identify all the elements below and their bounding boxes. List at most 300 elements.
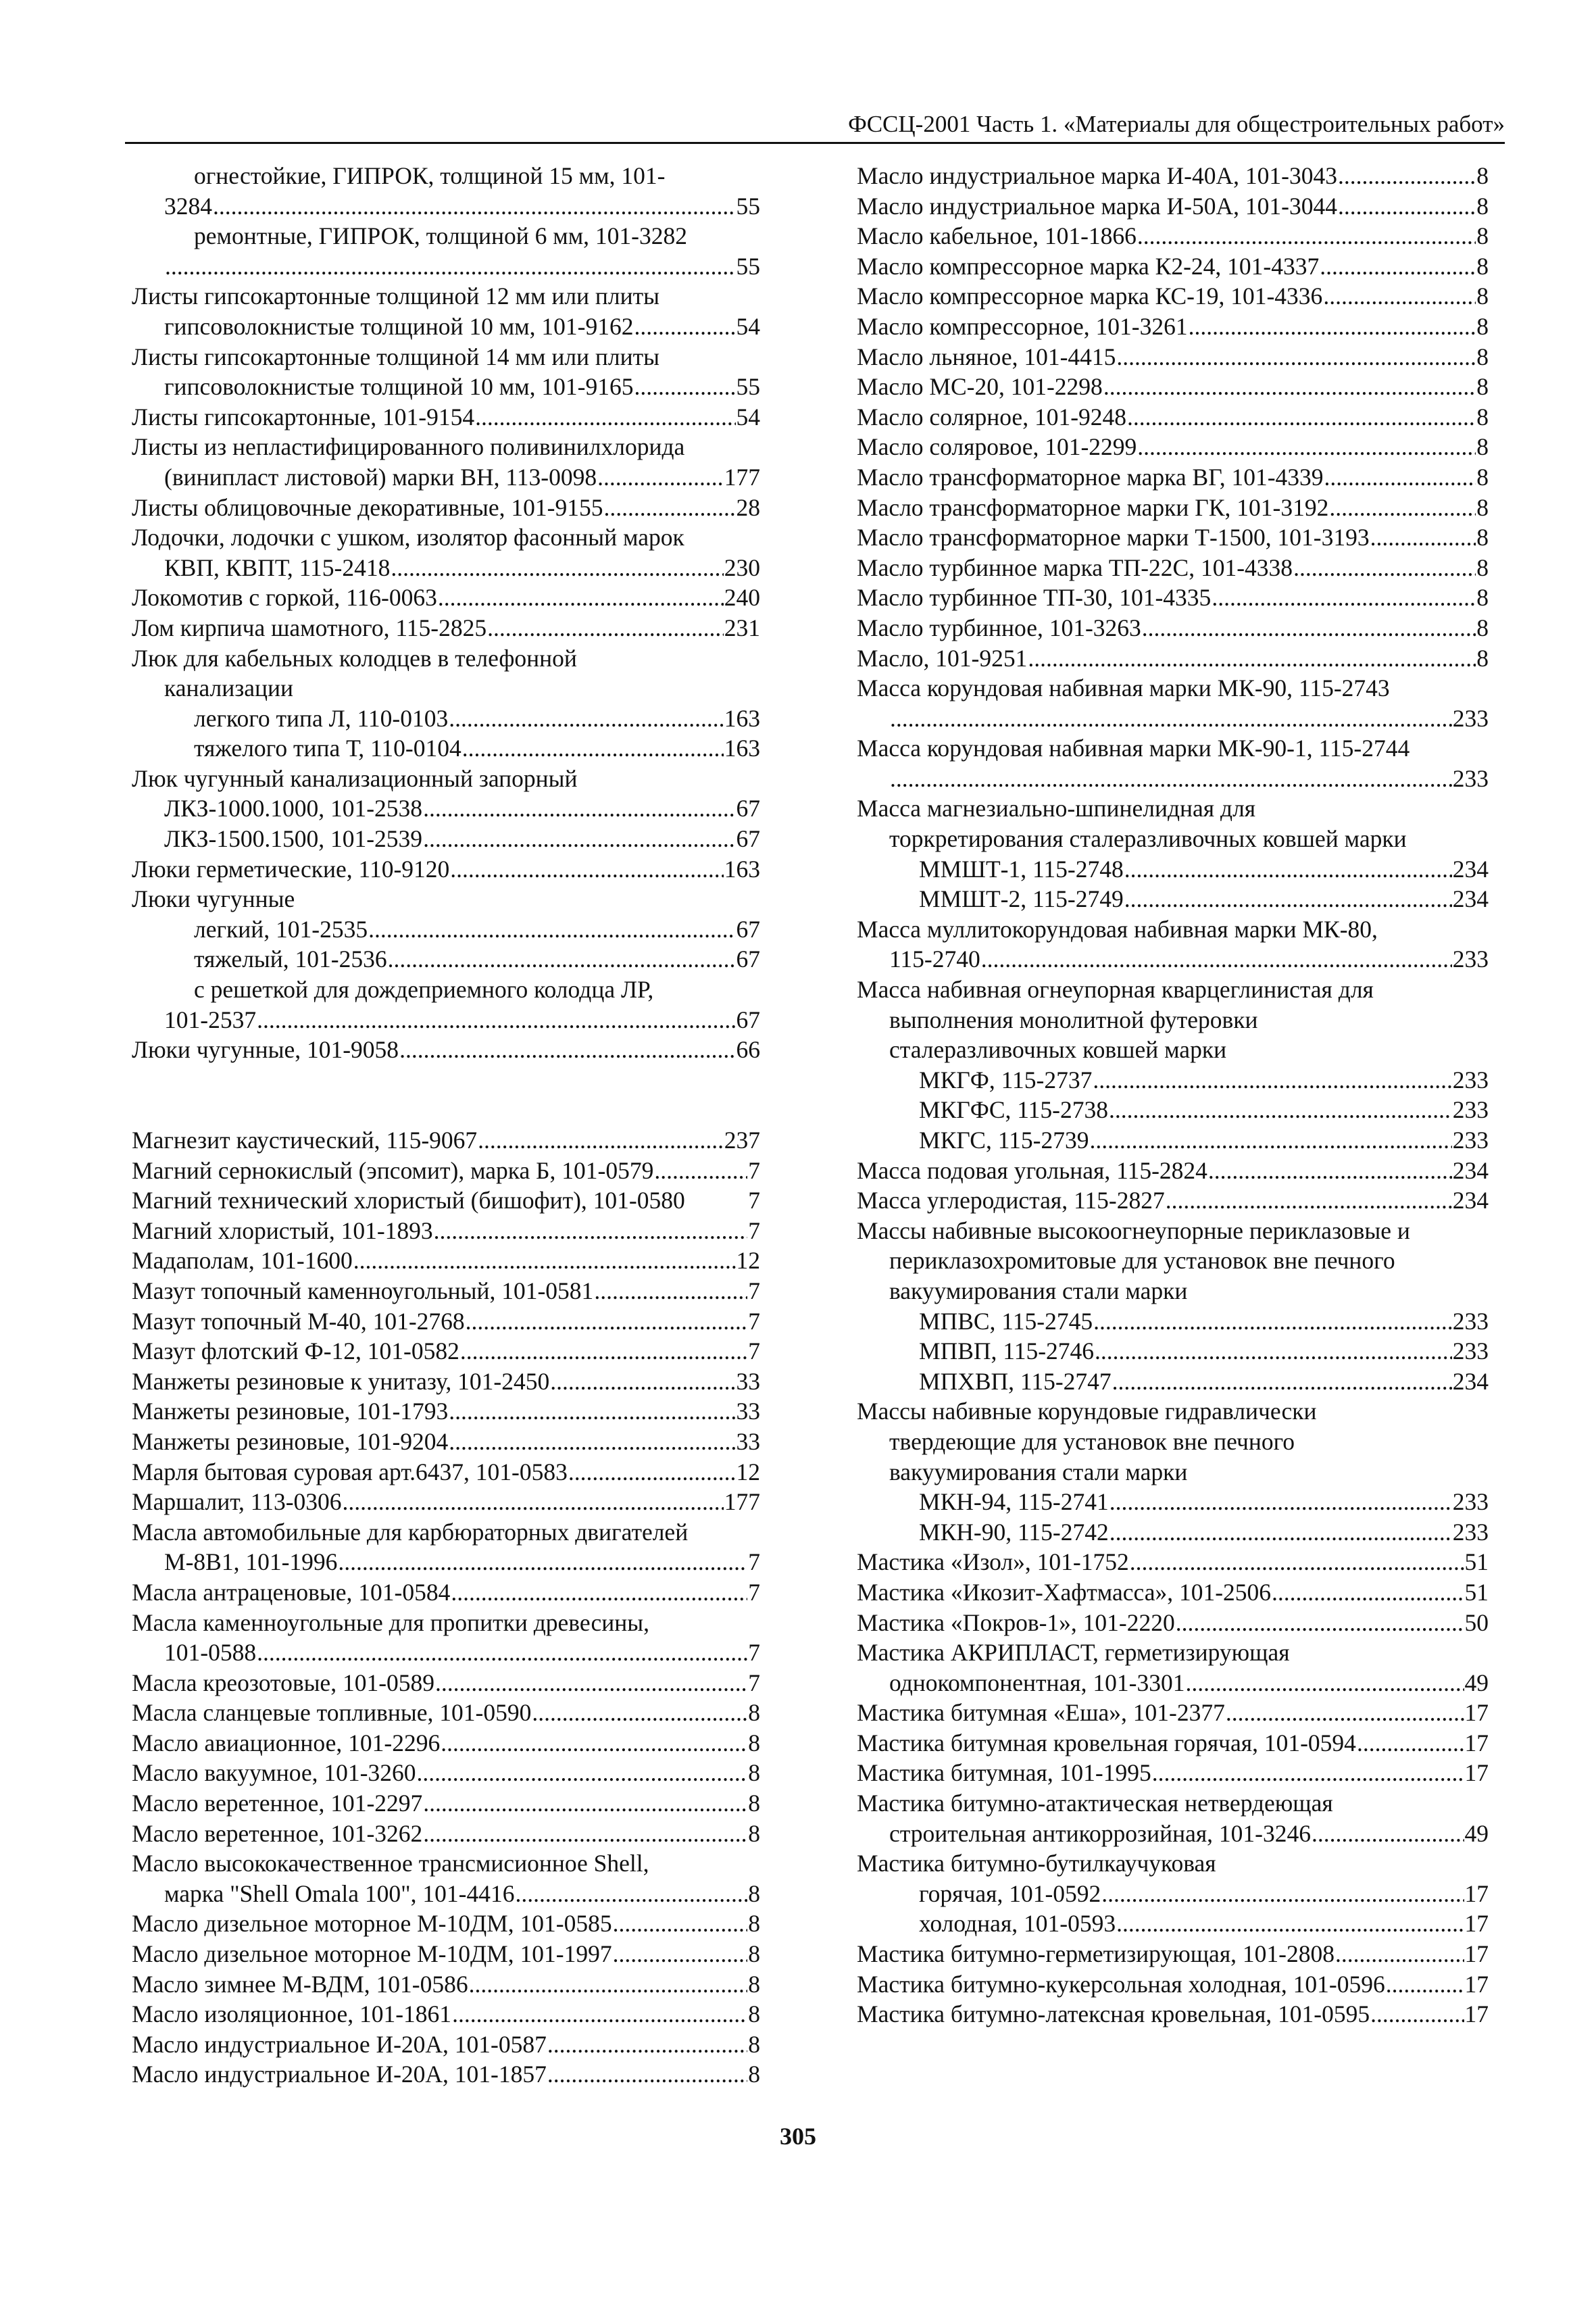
entry-text: Масло трансформаторное марки ГК, 101-3192 (857, 493, 1329, 521)
index-entry (132, 793, 760, 824)
dot-leader (475, 402, 735, 433)
dot-leader (451, 1577, 747, 1608)
entry-page-number: 33 (736, 1367, 760, 1395)
index-entry (857, 402, 1489, 433)
entry-text: Масло, 101-9251 (857, 644, 1028, 672)
index-entry (857, 1698, 1489, 1728)
entry-text: Масло зимнее М-ВДМ, 101-0586 (132, 1970, 468, 1998)
index-entry (857, 1728, 1489, 1758)
entry-text: МПХВП, 115-2747 (919, 1367, 1112, 1395)
entry-page-number: 17 (1464, 1729, 1489, 1756)
entry-page-number: 7 (748, 1277, 760, 1304)
index-entry (857, 372, 1489, 402)
entry-page-number: 17 (1464, 1759, 1489, 1787)
entry-page-number: 8 (748, 1879, 760, 1907)
dot-leader (613, 1939, 748, 1969)
dot-leader (890, 764, 1452, 794)
index-entry (857, 432, 1489, 462)
index-entry (857, 1909, 1489, 1939)
index-entry (857, 342, 1489, 372)
entry-text: строительная антикоррозийная, 101-3246 (889, 1819, 1311, 1847)
index-entry (132, 312, 760, 342)
index-entry (132, 1216, 760, 1246)
dot-leader (597, 462, 724, 493)
dot-leader (634, 312, 735, 342)
dot-leader (353, 1246, 736, 1276)
index-entry (857, 1939, 1489, 1969)
dot-leader (1137, 432, 1476, 462)
entry-page-number: 233 (1452, 1337, 1489, 1365)
dot-leader (441, 1728, 747, 1758)
entry-page-number: 67 (736, 795, 760, 822)
index-entry (132, 1156, 760, 1186)
entry-page-number: 234 (1452, 1187, 1489, 1214)
index-heading-line: Массы набивные высокоогнеупорные периклазовые и (857, 1216, 1410, 1244)
dot-leader (423, 1819, 747, 1849)
dot-leader (1152, 1758, 1464, 1788)
dot-leader (532, 1698, 747, 1728)
index-entry (132, 1487, 760, 1517)
index-heading-line: Масса корундовая набивная марки МК-90, 115-2743 (857, 674, 1390, 702)
dot-leader (1109, 1095, 1452, 1125)
index-heading-line: Масса магнезиально-шпинелидная для (857, 795, 1256, 822)
dot-leader (343, 1487, 724, 1517)
entry-text: гипсоволокнистые толщиной 10 мм, 101-9165 (164, 373, 634, 401)
entry-page-number: 7 (748, 1548, 760, 1576)
index-column-right (857, 161, 1489, 2029)
index-entry (857, 312, 1489, 342)
dot-leader (1212, 583, 1476, 613)
index-heading-line: Масла каменноугольные для пропитки древесины, (132, 1608, 649, 1636)
entry-text: 101-0588 (164, 1639, 257, 1667)
entry-text: Мастика «Покров-1», 101-2220 (857, 1608, 1175, 1636)
dot-leader (1226, 1698, 1464, 1728)
dot-leader (1370, 1999, 1464, 2029)
index-entry (132, 1758, 760, 1788)
entry-page-number: 8 (1476, 343, 1489, 370)
index-entry (857, 251, 1489, 282)
entry-page-number: 233 (1452, 1127, 1489, 1154)
entry-text: Масло индустриальное И-20А, 101-1857 (132, 2061, 547, 2088)
index-heading-line: Масла автомобильные для карбюраторных двигателей (132, 1518, 689, 1546)
entry-page-number: 237 (724, 1127, 760, 1154)
entry-page-number: 7 (748, 1156, 760, 1184)
index-entry (132, 1788, 760, 1819)
dot-leader (1093, 1306, 1452, 1337)
index-entry (857, 522, 1489, 553)
entry-text: Масло компрессорное марка К2-24, 101-4337 (857, 252, 1320, 280)
entry-text: Люки чугунные, 101-9058 (132, 1036, 399, 1064)
index-entry (132, 1547, 760, 1577)
entry-page-number: 177 (724, 463, 760, 491)
index-entry (132, 1035, 760, 1065)
entry-text: МКН-90, 115-2742 (919, 1518, 1109, 1546)
dot-leader (1116, 342, 1476, 372)
dot-leader (1093, 1065, 1451, 1096)
dot-leader (547, 2029, 747, 2060)
entry-text: МКГФС, 115-2738 (919, 1096, 1108, 1124)
index-entry (132, 1939, 760, 1969)
entry-page-number: 234 (1452, 1156, 1489, 1184)
entry-text: ЛКЗ-1000.1000, 101-2538 (164, 795, 423, 822)
dot-leader (1103, 372, 1476, 402)
entry-text: Масса углеродистая, 115-2827 (857, 1187, 1165, 1214)
index-entry (132, 1698, 760, 1728)
entry-text: Масло индустриальное марка И-50А, 101-3044 (857, 192, 1337, 220)
index-entry (132, 1457, 760, 1487)
entry-text: (винипласт листовой) марки ВН, 113-0098 (164, 463, 597, 491)
dot-leader (460, 1336, 747, 1367)
index-heading-line: Люк для кабельных колодцев в телефонной (132, 644, 577, 672)
index-entry (857, 1668, 1489, 1698)
entry-text: Маршалит, 113-0306 (132, 1488, 342, 1516)
index-entry (132, 914, 760, 945)
dot-leader (1312, 1819, 1464, 1849)
entry-text: Масло турбинное ТП-30, 101-4335 (857, 584, 1212, 612)
index-heading-line: огнестойкие, ГИПРОК, толщиной 15 мм, 101- (194, 162, 666, 189)
entry-text: Масло веретенное, 101-3262 (132, 1819, 423, 1847)
dot-leader (438, 583, 724, 613)
index-heading-line: Масло высококачественное трансмисионное Shell, (132, 1850, 649, 1877)
entry-text: Масло компрессорное, 101-3261 (857, 312, 1188, 340)
entry-page-number: 17 (1464, 1910, 1489, 1938)
entry-page-number: 8 (748, 1729, 760, 1756)
entry-text: Масла сланцевые топливные, 101-0590 (132, 1699, 532, 1727)
index-entry (857, 1608, 1489, 1638)
entry-page-number: 8 (748, 2061, 760, 2088)
index-entry (132, 1396, 760, 1427)
index-entry (857, 221, 1489, 251)
entry-page-number: 8 (1476, 222, 1489, 250)
entry-text: Масло МС-20, 101-2298 (857, 373, 1103, 401)
entry-text: Масло трансформаторное марки Т-1500, 101-3193 (857, 524, 1370, 551)
dot-leader (1124, 854, 1452, 885)
entry-text: Масло дизельное моторное М-10ДМ, 101-1997 (132, 1940, 612, 1968)
dot-leader (1089, 1125, 1451, 1156)
entry-page-number: 67 (736, 825, 760, 853)
index-heading-line: Листы из непластифицированного поливинилхлорида (132, 433, 685, 461)
entry-text: Масла антраценовые, 101-0584 (132, 1578, 451, 1606)
entry-text: Люки герметические, 110-9120 (132, 855, 450, 883)
entry-page-number: 51 (1464, 1548, 1489, 1576)
entry-text: Масло трансформаторное марка ВГ, 101-4339 (857, 463, 1324, 491)
index-entry (132, 462, 760, 493)
index-column-left (132, 161, 760, 2090)
entry-page-number: 55 (736, 373, 760, 401)
entry-text: Мадаполам, 101-1600 (132, 1247, 353, 1275)
index-entry (132, 553, 760, 583)
entry-text: 3284 (164, 192, 212, 220)
entry-text: Магний сернокислый (эпсомит), марка Б, 101-0579 (132, 1156, 654, 1184)
dot-leader (449, 1427, 735, 1457)
entry-text: Магний технический хлористый (бишофит), 101-0580 (132, 1187, 685, 1214)
entry-text: однокомпонентная, 101-3301 (889, 1669, 1185, 1696)
entry-page-number: 28 (736, 493, 760, 521)
entry-page-number: 8 (748, 1819, 760, 1847)
index-entry (132, 1427, 760, 1457)
entry-page-number: 12 (736, 1458, 760, 1485)
entry-page-number: 17 (1464, 1699, 1489, 1727)
index-entry (132, 1005, 760, 1035)
entry-page-number: 8 (1476, 373, 1489, 401)
index-entry (132, 1276, 760, 1306)
entry-page-number: 55 (736, 252, 760, 280)
entry-page-number: 55 (736, 192, 760, 220)
dot-leader (550, 1367, 735, 1397)
index-heading-line: канализации (164, 674, 294, 702)
dot-leader (890, 704, 1452, 734)
entry-text: Масло авиационное, 101-2296 (132, 1729, 441, 1756)
entry-page-number: 233 (1452, 704, 1489, 732)
entry-text: Масло компрессорное марка КС-19, 101-4336 (857, 282, 1323, 310)
index-entry (857, 944, 1489, 975)
index-entry (857, 1336, 1489, 1367)
index-heading-line: с решеткой для дождеприемного колодца ЛР, (194, 976, 654, 1004)
entry-page-number: 7 (748, 1639, 760, 1667)
index-entry (857, 884, 1489, 914)
index-entry (132, 1246, 760, 1276)
entry-page-number: 8 (1476, 192, 1489, 220)
entry-page-number: 54 (736, 403, 760, 430)
index-heading-line: Массы набивные корундовые гидравлически (857, 1398, 1317, 1425)
entry-text: МКН-94, 115-2741 (919, 1488, 1109, 1516)
index-entry (132, 1367, 760, 1397)
entry-text: Масло турбинное, 101-3263 (857, 614, 1141, 641)
entry-page-number: 66 (736, 1036, 760, 1064)
dot-leader (654, 1156, 747, 1186)
entry-text: Манжеты резиновые, 101-9204 (132, 1427, 449, 1455)
index-entry (857, 1156, 1489, 1186)
dot-leader (368, 914, 735, 945)
index-entry (132, 704, 760, 734)
index-entry (132, 944, 760, 975)
entry-page-number: 233 (1452, 1066, 1489, 1093)
index-entry (132, 372, 760, 402)
index-entry (857, 161, 1489, 191)
entry-text: Мазут топочный каменноугольный, 101-0581 (132, 1277, 594, 1304)
dot-leader (452, 1999, 747, 2029)
index-heading-line: выполнения монолитной футеровки (889, 1006, 1258, 1033)
index-entry (857, 1879, 1489, 1909)
entry-text: Масло льняное, 101-4415 (857, 343, 1116, 370)
entry-page-number: 12 (736, 1247, 760, 1275)
index-entry (132, 1306, 760, 1337)
dot-leader (469, 1969, 748, 2000)
entry-page-number: 233 (1452, 1096, 1489, 1124)
dot-leader (1324, 462, 1476, 493)
index-entry (132, 824, 760, 854)
dot-leader (1338, 191, 1476, 222)
index-entry (132, 1909, 760, 1939)
entry-text: Мастика битумно-латексная кровельная, 101-0595 (857, 2000, 1370, 2028)
entry-page-number: 234 (1452, 885, 1489, 913)
dot-leader (1272, 1577, 1464, 1608)
entry-text: Масло веретенное, 101-2297 (132, 1790, 423, 1817)
entry-page-number: 8 (748, 1940, 760, 1968)
index-heading-line: Мастика битумно-бутилкаучуковая (857, 1850, 1216, 1877)
entry-text: Масло дизельное моторное М-10ДМ, 101-0585 (132, 1910, 612, 1938)
index-heading-line: вакуумирования стали марки (889, 1277, 1188, 1304)
index-entry (132, 733, 760, 764)
entry-text: Мастика битумная «Еша», 101-2377 (857, 1699, 1225, 1727)
dot-leader (478, 1125, 724, 1156)
index-heading-line: торкретирования сталеразливочных ковшей марки (889, 825, 1407, 853)
entry-page-number: 7 (748, 1578, 760, 1606)
index-entry (857, 1367, 1489, 1397)
dot-leader (257, 1005, 735, 1035)
entry-text: легкого типа Л, 110-0103 (194, 704, 449, 732)
entry-text: 101-2537 (164, 1006, 257, 1033)
dot-leader (1166, 1185, 1452, 1216)
dot-leader (449, 1396, 735, 1427)
entry-page-number: 233 (1452, 1518, 1489, 1546)
entry-text: Масло вакуумное, 101-3260 (132, 1759, 416, 1787)
dot-leader (1109, 1487, 1452, 1517)
dot-leader (1130, 1547, 1464, 1577)
dot-leader (416, 1758, 747, 1788)
entry-page-number: 8 (1476, 463, 1489, 491)
index-entry (857, 1969, 1489, 2000)
index-heading-line: Масса муллитокорундовая набивная марки МК-80, (857, 915, 1378, 943)
index-entry (857, 1577, 1489, 1608)
dot-leader (449, 704, 723, 734)
index-heading-line: Масса корундовая набивная марки МК-90-1, 115-2744 (857, 735, 1410, 762)
dot-leader (1338, 161, 1476, 191)
index-entry (857, 1999, 1489, 2029)
index-entry (857, 854, 1489, 885)
dot-leader (613, 1909, 748, 1939)
dot-leader (1127, 402, 1476, 433)
index-heading-line: Лодочки, лодочки с ушком, изолятор фасонный марок (132, 524, 684, 551)
entry-page-number: 8 (748, 1910, 760, 1938)
entry-text: Листы гипсокартонные, 101-9154 (132, 403, 475, 430)
entry-page-number: 233 (1452, 1307, 1489, 1335)
dot-leader (1176, 1608, 1464, 1638)
index-entry (132, 1638, 760, 1668)
dot-leader (1028, 643, 1476, 674)
entry-text: Мастика битумно-герметизирующая, 101-2808 (857, 1940, 1335, 1968)
entry-text: Мазут топочный М-40, 101-2768 (132, 1307, 465, 1335)
entry-page-number: 8 (1476, 584, 1489, 612)
index-entry (132, 1728, 760, 1758)
entry-page-number: 8 (1476, 614, 1489, 641)
entry-page-number: 67 (736, 945, 760, 973)
index-entry (132, 2029, 760, 2060)
entry-text: Масло индустриальное И-20А, 101-0587 (132, 2030, 547, 2058)
index-entry (857, 764, 1489, 794)
entry-text: Масса подовая угольная, 115-2824 (857, 1156, 1207, 1184)
dot-leader (1116, 1909, 1464, 1939)
entry-page-number: 8 (748, 1759, 760, 1787)
running-header: ФССЦ-2001 Часть 1. «Материалы для общестроительных работ» (125, 108, 1505, 144)
entry-page-number: 8 (1476, 524, 1489, 551)
index-entry (132, 583, 760, 613)
entry-page-number: 8 (748, 1970, 760, 1998)
dot-leader (1293, 553, 1476, 583)
index-entry (132, 1879, 760, 1909)
index-entry (132, 1999, 760, 2029)
dot-leader (1386, 1969, 1464, 2000)
index-heading-line: Люк чугунный канализационный запорный (132, 764, 578, 792)
dot-leader (257, 1638, 747, 1668)
entry-page-number: 163 (724, 704, 760, 732)
entry-text: ЛКЗ-1500.1500, 101-2539 (164, 825, 423, 853)
entry-page-number: 17 (1464, 1970, 1489, 1998)
dot-leader (603, 493, 735, 523)
index-heading-line: Масса набивная огнеупорная кварцеглинистая для (857, 976, 1374, 1004)
index-entry (132, 402, 760, 433)
entry-text: Масло кабельное, 101-1866 (857, 222, 1137, 250)
index-entry (132, 251, 760, 282)
index-entry (857, 583, 1489, 613)
entry-page-number: 8 (748, 1790, 760, 1817)
dot-leader (515, 1879, 747, 1909)
entry-page-number: 234 (1452, 855, 1489, 883)
dot-leader (1095, 1336, 1452, 1367)
dot-leader (1329, 493, 1476, 523)
entry-text: Марля бытовая суровая арт.6437, 101-0583 (132, 1458, 568, 1485)
entry-text: легкий, 101-2535 (194, 915, 368, 943)
entry-text: Мастика битумная кровельная горячая, 101-0594 (857, 1729, 1356, 1756)
entry-page-number: 8 (748, 2000, 760, 2028)
dot-leader (634, 372, 735, 402)
dot-leader (213, 191, 736, 222)
entry-page-number: 8 (1476, 644, 1489, 672)
dot-leader (1370, 522, 1476, 553)
entry-text: Манжеты резиновые, 101-1793 (132, 1398, 449, 1425)
index-entry (132, 2059, 760, 2090)
entry-page-number: 240 (724, 584, 760, 612)
dot-leader (1189, 312, 1476, 342)
dot-leader (165, 251, 736, 282)
entry-text: Локомотив с горкой, 116-0063 (132, 584, 437, 612)
entry-text: Мастика «Изол», 101-1752 (857, 1548, 1129, 1576)
index-entry (857, 191, 1489, 222)
entry-text: КВП, КВПТ, 115-2418 (164, 553, 391, 581)
index-entry (132, 1969, 760, 2000)
entry-text: Мастика «Икозит-Хафтмасса», 101-2506 (857, 1578, 1272, 1606)
index-entry (132, 1668, 760, 1698)
section-gap (132, 1095, 760, 1125)
dot-leader (434, 1216, 748, 1246)
index-heading-line: твердеющие для установок вне печного (889, 1427, 1295, 1455)
index-entry (132, 1819, 760, 1849)
entry-text: Магний хлористый, 101-1893 (132, 1216, 433, 1244)
entry-page-number: 8 (1476, 312, 1489, 340)
entry-page-number: 163 (724, 855, 760, 883)
entry-text: 115-2740 (889, 945, 980, 973)
entry-page-number: 8 (1476, 403, 1489, 430)
index-heading-line: Люки чугунные (132, 885, 295, 913)
entry-text: Мастика битумная, 101-1995 (857, 1759, 1151, 1787)
index-entry (857, 1758, 1489, 1788)
entry-text: Масла креозотовые, 101-0589 (132, 1669, 435, 1696)
entry-text: Масло турбинное марка ТП-22С, 101-4338 (857, 553, 1293, 581)
entry-text: холодная, 101-0593 (919, 1910, 1116, 1938)
entry-page-number: 233 (1452, 764, 1489, 792)
dot-leader (1101, 1879, 1464, 1909)
index-entry (132, 613, 760, 643)
index-entry (857, 1185, 1489, 1216)
index-entry (857, 553, 1489, 583)
index-entry (857, 462, 1489, 493)
entry-page-number: 49 (1464, 1669, 1489, 1696)
entry-text: марка "Shell Omala 100", 101-4416 (164, 1879, 515, 1907)
index-entry (132, 854, 760, 885)
dot-leader (399, 1035, 735, 1065)
entry-text: горячая, 101-0592 (919, 1879, 1101, 1907)
index-entry (857, 1547, 1489, 1577)
